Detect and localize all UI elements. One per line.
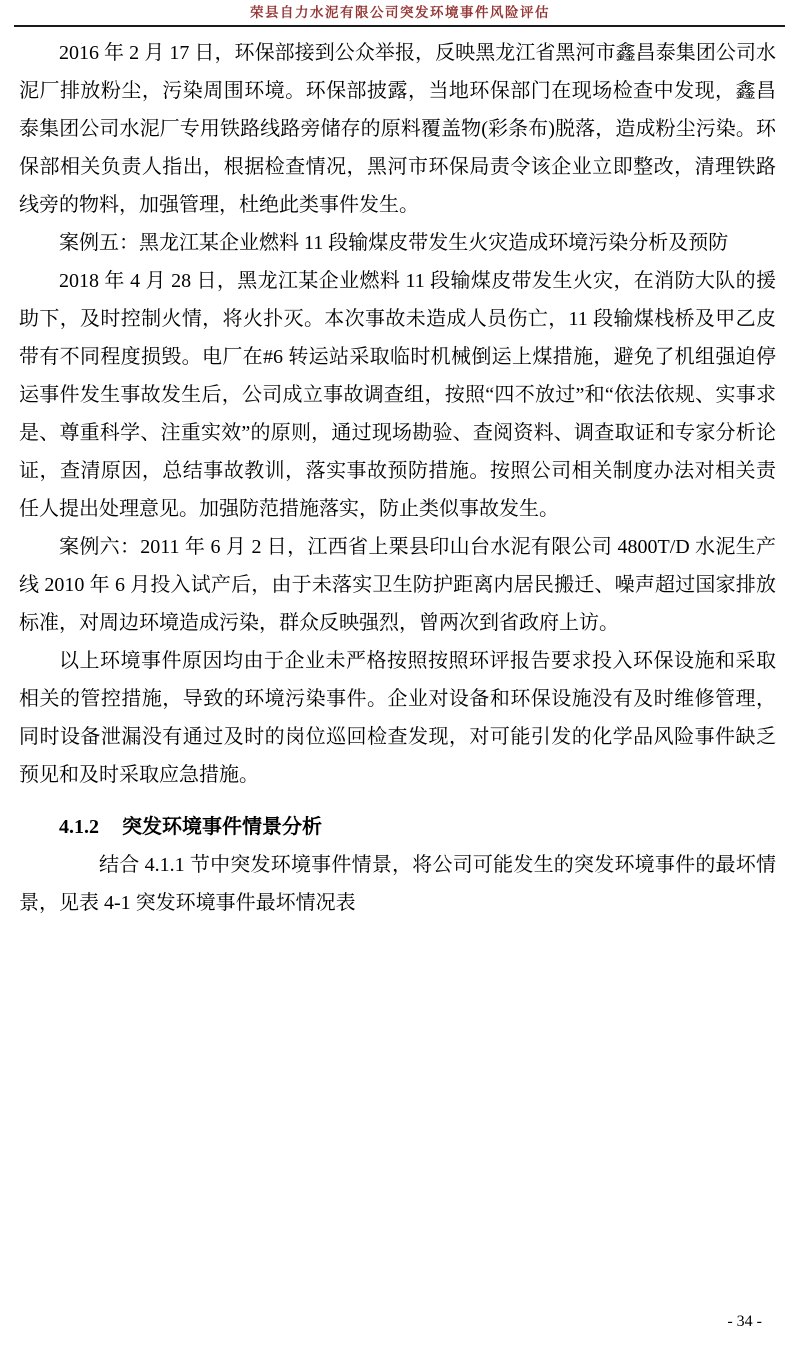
section-heading-number: 4.1.2 xyxy=(59,816,99,838)
page-number: - 34 - xyxy=(727,1313,762,1330)
paragraph-case4-detail: 2016 年 2 月 17 日，环保部接到公众举报，反映黑龙江省黑河市鑫昌泰集团公司水泥厂排放粉尘，污染周围环境。环保部披露，当地环保部门在现场检查中发现，鑫昌泰集团公司水泥厂专用铁路线路旁储存的原料覆盖物(彩条布)脱落，造成粉尘污染。环保部相关负责人指出，根据检查情况，黑河市环保局责令该企业立即整改，清理铁路线旁的物料，加强管理，杜绝此类事件发生。 xyxy=(19,42,776,216)
paragraph-case5-title: 案例五：黑龙江某企业燃料 11 段输煤皮带发生火灾造成环境污染分析及预防 xyxy=(59,232,729,254)
section-heading-title: 突发环境事件情景分析 xyxy=(122,816,322,838)
page-header xyxy=(0,0,800,27)
paragraph-summary: 以上环境事件原因均由于企业未严格按照按照环评报告要求投入环保设施和采取相关的管控措施，导致的环境污染事件。企业对设备和环保设施没有及时维修管理，同时设备泄漏没有通过及时的岗位巡回检查发现，对可能引发的化学品风险事件缺乏预见和及时采取应急措施。 xyxy=(19,650,776,786)
section-heading-4-1-2 xyxy=(19,808,776,846)
paragraph-scenario-intro: 结合 4.1.1 节中突发环境事件情景，将公司可能发生的突发环境事件的最坏情景，见表 4-1 突发环境事件最坏情况表 xyxy=(19,854,776,914)
paragraph-case6-detail: 案例六：2011 年 6 月 2 日，江西省上栗县印山台水泥有限公司 4800T/D 水泥生产线 2010 年 6 月投入试产后，由于未落实卫生防护距离内居民搬迁、噪声超过国家排放标准，对周边环境造成污染，群众反映强烈，曾两次到省政府上访。 xyxy=(19,536,776,634)
page-footer xyxy=(727,1312,762,1332)
paragraph-case5-detail: 2018 年 4 月 28 日，黑龙江某企业燃料 11 段输煤皮带发生火灾，在消防大队的援助下，及时控制火情，将火扑灭。本次事故未造成人员伤亡，11 段输煤栈桥及甲乙皮带有不同程度损毁。电厂在#6 转运站采取临时机械倒运上煤措施，避免了机组强迫停运事件发生事故发生后，公司成立事故调查组，按照“四不放过”和“依法依规、实事求是、尊重科学、注重实效”的原则，通过现场勘验、查阅资料、调查取证和专家分析论证，查清原因，总结事故教训，落实事故预防措施。按照公司相关制度办法对相关责任人提出处理意见。加强防范措施落实，防止类似事故发生。 xyxy=(19,270,776,520)
header-title: 荣县自力水泥有限公司突发环境事件风险评估 xyxy=(250,5,550,20)
document-body xyxy=(0,27,800,922)
